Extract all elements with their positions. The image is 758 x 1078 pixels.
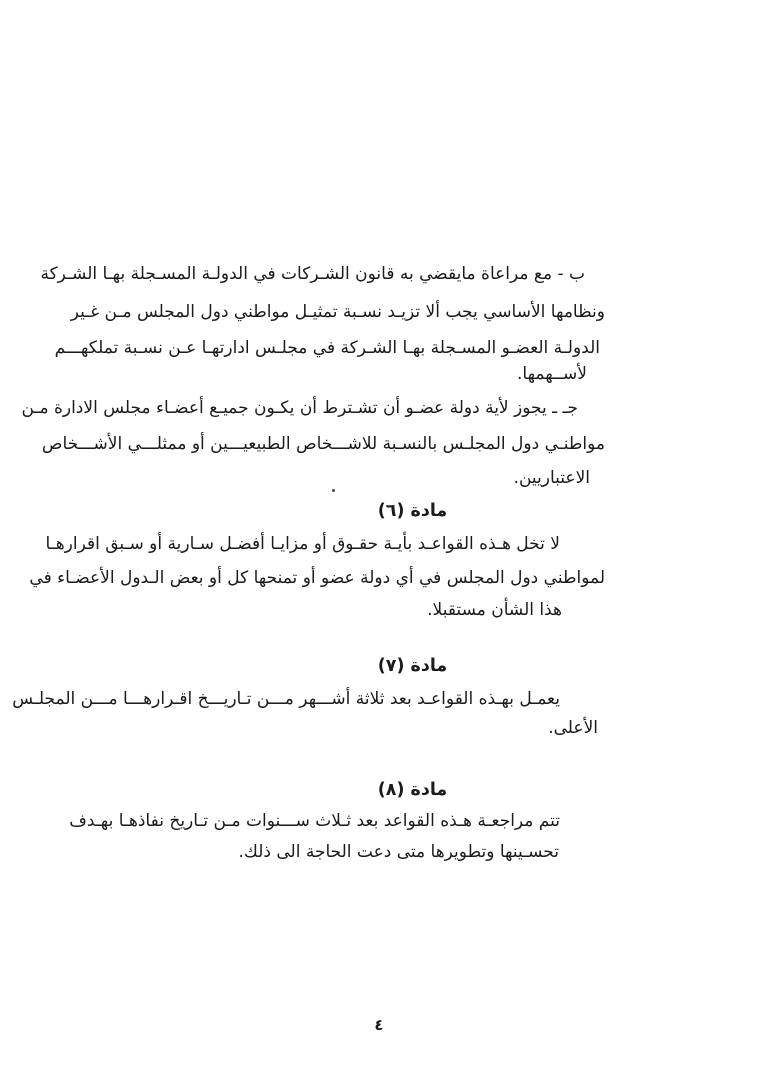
clause-j-line-2: مواطنـي دول المجلـس بالنسـبة للاشـــخاص الطبيعيـــين أو ممثلـــي الأشـــخاص bbox=[41, 434, 605, 454]
article-7-heading: مادة (٧) bbox=[377, 656, 448, 676]
scan-speck bbox=[332, 489, 335, 492]
clause-b-line-4: لأســهمها. bbox=[517, 364, 587, 384]
article-8-line-1: تتم مراجعـة هـذه القواعد بعد ثـلاث ســـنوات مـن تـاريخ نفاذهـا بهـدف bbox=[69, 811, 560, 831]
article-8-heading: مادة (٨) bbox=[377, 780, 448, 800]
clause-b-line-3: الدولـة العضـو المسـجلة بهـا الشـركة في مجلـس ادارتهـا عـن نسـبة تملكهـــم bbox=[54, 338, 600, 358]
article-6-line-3: هذا الشأن مستقبلا. bbox=[427, 600, 562, 620]
clause-b-line-2: ونظامها الأساسي يجب ألا تزيـد نسـبة تمثيـل مواطني دول المجلس مـن غـير bbox=[70, 302, 605, 322]
clause-b-line-1: ب - مع مراعاة مايقضي به قانون الشـركات في الدولـة المسـجلة بهـا الشـركة bbox=[40, 264, 585, 284]
article-6-line-2: لمواطني دول المجلس في أي دولة عضو أو تمنحها كل أو بعض الـدول الأعضـاء في bbox=[29, 568, 605, 588]
article-8-line-2: تحسـينها وتطويرها متى دعت الحاجة الى ذلك. bbox=[238, 842, 559, 862]
clause-j-line-3: الاعتباريين. bbox=[513, 468, 590, 488]
article-7-line-2: الأعلى. bbox=[548, 718, 598, 738]
page-number: ٤ bbox=[374, 1016, 384, 1034]
clause-j-line-1: جـ ـ يجوز لأية دولة عضـو أن تشـترط أن يكـون جميـع أعضـاء مجلس الادارة مـن bbox=[21, 398, 578, 418]
article-6-heading: مادة (٦) bbox=[377, 501, 448, 521]
article-7-line-1: يعمـل بهـذه القواعـد بعد ثلاثة أشـــهر مـــن تـاريـــخ اقـرارهـــا مـــن المجلـس bbox=[12, 689, 560, 709]
article-6-line-1: لا تخل هـذه القواعـد بأيـة حقـوق أو مزايـا أفضـل سـارية أو سـبق اقرارهـا bbox=[45, 534, 560, 554]
